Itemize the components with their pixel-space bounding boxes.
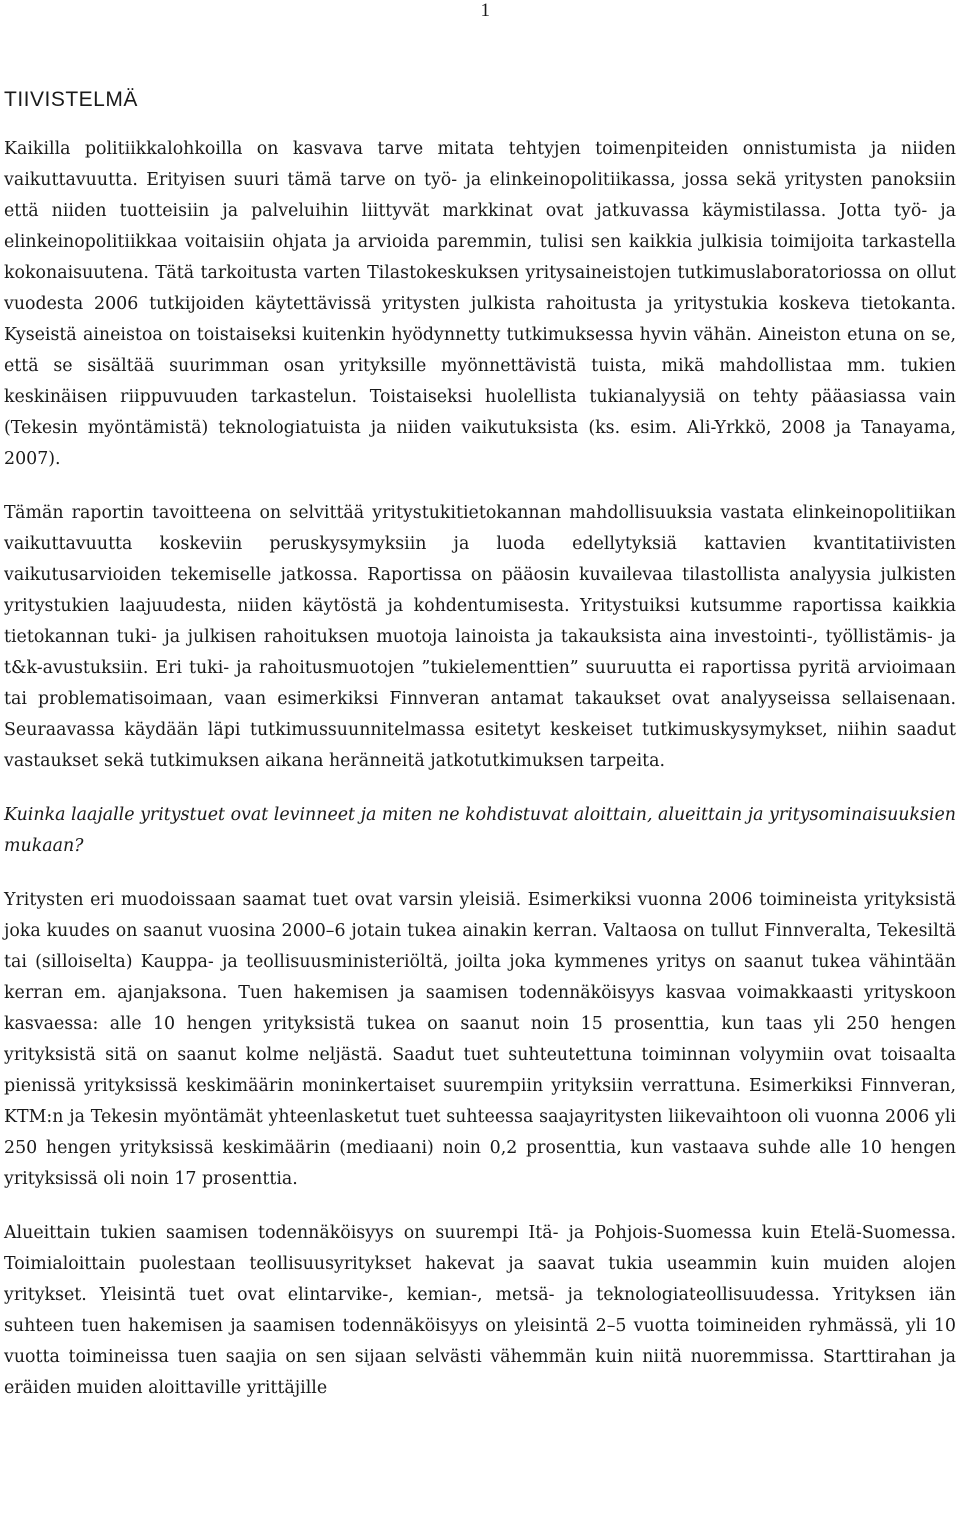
section-heading: TIIVISTELMÄ [4, 88, 138, 111]
paragraph-prevalence: Yritysten eri muodoissaan saamat tuet ovat varsin yleisiä. Esimerkiksi vuonna 2006 toimineista yrityksistä joka kuudes on saanut vuosina 2000–6 jotain tukea ainakin kerran. Valtaosa on tullut Finnveralta, Tekesiltä tai (silloiselta) Kauppa- ja teollisuusministeriöltä, joilta joka kymmenes yritys on saanut tukea vähintään kerran em. ajanjaksona. Tuen hakemisen ja saamisen todennäköisyys kasvaa voimakkaasti yrityskoon kasvaessa: alle 10 hengen yrityksistä tukea on saanut noin 15 prosenttia, kun taas yli 250 hengen yrityksistä sitä on saanut kolme neljästä. Saadut tuet suhteutettuna toiminnan volyymiin ovat toisaalta pienissä yrityksissä keskimäärin moninkertaiset suurempiin yrityksiin verrattuna. Esimerkiksi Finnveran, KTM:n ja Tekesin myöntämät yhteenlasketut tuet suhteessa saajayritysten liikevaihtoon oli vuonna 2006 yli 250 hengen yrityksissä keskimäärin (mediaani) noin 0,2 prosenttia, kun vastaava suhde alle 10 hengen yrityksissä oli noin 17 prosenttia. [4, 890, 956, 1189]
paragraph-goal: Tämän raportin tavoitteena on selvittää yritystukitietokannan mahdollisuuksia vastata elinkeinopolitiikan vaikuttavuutta koskeviin peruskysymyksiin ja luoda edellytyksiä kattavien kvantitatiivisten vaikutusarvioiden tekemiselle jatkossa. Raportissa on pääosin kuvailevaa tilastollista analyysia julkisten yritystukien laajuudesta, niiden käytöstä ja kohdentumisesta. Yritystuiksi kutsumme raportissa kaikkia tietokannan tuki- ja julkisen rahoituksen muotoja lainoista ja takauksista aina investointi-, työllistämis- ja t&k-avustuksiin. Eri tuki- ja rahoitusmuotojen ”tukielementtien” suuruutta ei raportissa pyritä arvioimaan tai problematisoimaan, vaan esimerkiksi Finnveran antamat takaukset ovat analyyseissa sellaisenaan. Seuraavassa käydään läpi tutkimussuunnitelmassa esitetyt keskeiset tutkimuskysymykset, niihin saadut vastaukset sekä tutkimuksen aikana heränneitä jatkotutkimuksen tarpeita. [4, 503, 956, 771]
paragraph-regional: Alueittain tukien saamisen todennäköisyys on suurempi Itä- ja Pohjois-Suomessa kuin Etelä-Suomessa. Toimialoittain puolestaan teollisuusyritykset hakevat ja saavat tukia useammin kuin muiden alojen yritykset. Yleisintä tuet ovat elintarvike-, kemian-, metsä- ja teknologiateollisuudessa. Yrityksen iän suhteen tuen hakemisen ja saamisen todennäköisyys on yleisintä 2–5 vuotta toimineiden ryhmässä, yli 10 vuotta toimineissa tuen saajia on sen sijaan selvästi vähemmän kuin niitä nuoremmissa. Starttirahan ja eräiden muiden aloittaville yrittäjille [4, 1223, 956, 1398]
document-page [4, 86, 956, 1404]
page-number: 1 [480, 0, 490, 21]
paragraph-intro: Kaikilla politiikkalohkoilla on kasvava tarve mitata tehtyjen toimenpiteiden onnistumista ja niiden vaikuttavuutta. Erityisen suuri tämä tarve on työ- ja elinkeinopolitiikassa, jossa sekä yritysten panoksiin että niiden tuotteisiin ja palveluihin liittyvät markkinat ovat jatkuvassa käymistilassa. Jotta työ- ja elinkeinopolitiikkaa voitaisiin ohjata ja arvioida paremmin, tulisi sen kaikkia julkisia toimijoita tarkastella kokonaisuutena. Tätä tarkoitusta varten Tilastokeskuksen yritysaineistojen tutkimuslaboratoriossa on ollut vuodesta 2006 tutkijoiden käytettävissä yritysten julkista rahoitusta ja yritystukia koskeva tietokanta. Kyseistä aineistoa on toistaiseksi kuitenkin hyödynnetty tutkimuksessa hyvin vähän. Aineiston etuna on se, että se sisältää suurimman osan yrityksille myönnettävistä tuista, mikä mahdollistaa mm. tukien keskinäisen riippuvuuden tarkastelun. Toistaiseksi huolellista tukianalyysiä on tehty pääasiassa vain (Tekesin myöntämistä) teknologiatuista ja niiden vaikutuksista (ks. esim. Ali-Yrkkö, 2008 ja Tanayama, 2007). [4, 139, 956, 469]
research-question: Kuinka laajalle yritystuet ovat levinneet ja miten ne kohdistuvat aloittain, alueittain ja yritysominaisuuksien mukaan? [4, 805, 956, 856]
